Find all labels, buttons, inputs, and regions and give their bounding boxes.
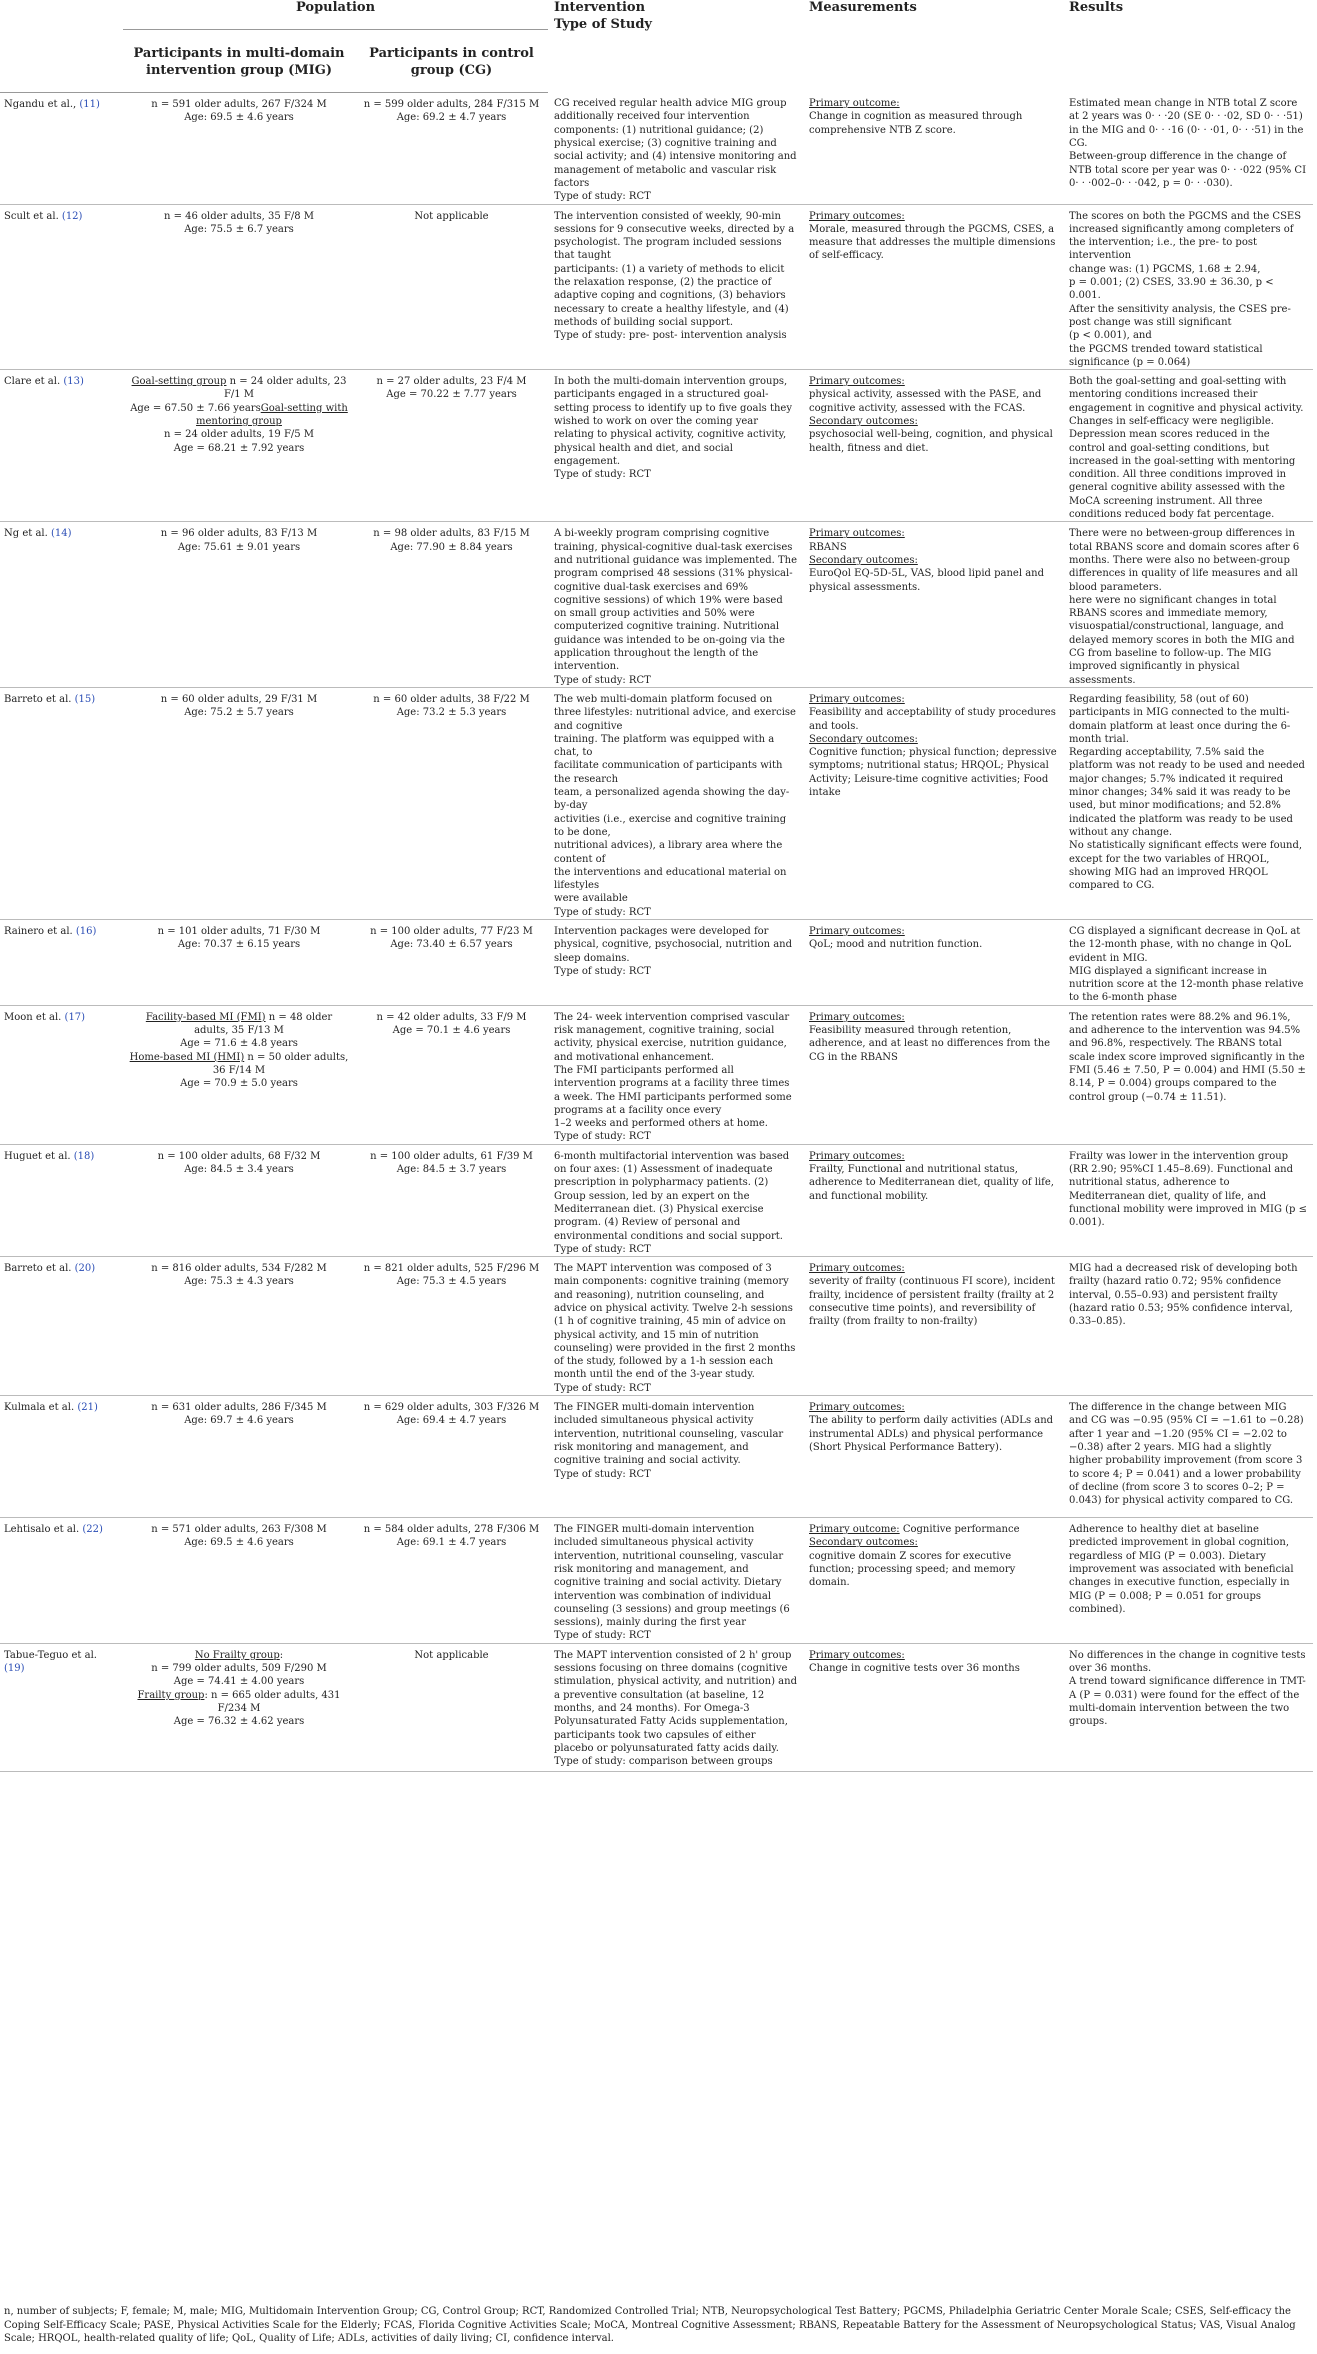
cell-intervention: In both the multi-domain intervention groups, participants engaged in a structured goal-setting process to identify up to five goals they wished to work on over the coming year relating to physical activity, cognitive activity, physical health and diet, and social engagement. Type of study: RCT <box>548 370 803 522</box>
cell-study <box>0 687 123 919</box>
cell-cg-participants: Not applicable <box>355 204 548 370</box>
study-reference-link[interactable]: (11) <box>79 98 100 110</box>
cell-mig-participants: n = 631 older adults, 286 F/345 M Age: 69.7 ± 4.6 years <box>123 1396 355 1518</box>
header-population: Population <box>123 0 548 29</box>
cell-study <box>0 92 123 204</box>
header-empty <box>0 0 123 29</box>
table-row <box>0 1257 1313 1396</box>
cell-cg-participants: n = 821 older adults, 525 F/296 M Age: 75.3 ± 4.5 years <box>355 1257 548 1396</box>
table-row <box>0 1643 1313 1771</box>
cell-measurements: Primary outcomes: physical activity, assessed with the PASE, and cognitive activity, assessed with the FCAS. Secondary outcomes: psychosocial well-being, cognition, and physical health, fitness and diet. <box>803 370 1063 522</box>
cell-mig-participants: n = 60 older adults, 29 F/31 M Age: 75.2 ± 5.7 years <box>123 687 355 919</box>
cell-measurements: Primary outcomes: Morale, measured through the PGCMS, CSES, a measure that addresses the multiple dimensions of self-efficacy. <box>803 204 1063 370</box>
cell-results: Both the goal-setting and goal-setting with mentoring conditions increased their engagement in cognitive and physical activity. Changes in self-efficacy were negligible. Depression mean scores reduced in the control and goal-setting conditions, but increased in the goal-setting with mentoring condition. All three conditions improved in general cognitive ability assessed with the MoCA screening instrument. All three conditions reduced body fat percentage. <box>1063 370 1313 522</box>
study-name: Kulmala et al. <box>4 1402 78 1414</box>
study-reference-link[interactable]: (12) <box>61 210 83 222</box>
cell-study <box>0 1257 123 1396</box>
table-row <box>0 92 1313 204</box>
study-name: Tabue-Teguo et al. <box>4 1649 97 1661</box>
cell-intervention: The MAPT intervention was composed of 3 main components: cognitive training (memory and reasoning), nutrition counseling, and advice on physical activity. Twelve 2-h sessions (1 h of cognitive training, 45 min of advice on physical activity, and 15 min of nutrition counseling) were provided in the first 2 months of the study, followed by a 1-h session each month until the end of the 3-year study. Type of study: RCT <box>548 1257 803 1396</box>
study-reference-link[interactable]: (17) <box>64 1011 86 1023</box>
cell-results: CG displayed a significant decrease in QoL at the 12-month phase, with no change in QoL evident in MIG. MIG displayed a significant increase in nutrition score at the 12-month phase relative to the 6-month phase <box>1063 919 1313 1005</box>
header-empty-2 <box>0 29 123 92</box>
study-name: Clare et al. <box>4 376 64 388</box>
cell-intervention: CG received regular health advice MIG group additionally received four intervention components: (1) nutritional guidance; (2) physical exercise; (3) cognitive training and social activity; and (4) intensive monitoring and management of metabolic and vascular risk factors Type of study: RCT <box>548 92 803 204</box>
study-name: Barreto et al. <box>4 693 75 705</box>
cell-mig-participants: n = 101 older adults, 71 F/30 M Age: 70.37 ± 6.15 years <box>123 919 355 1005</box>
study-name: Lehtisalo et al. <box>4 1524 83 1536</box>
table-row <box>0 204 1313 370</box>
cell-measurements: Primary outcomes: Feasibility and acceptability of study procedures and tools. Secondary outcomes: Cognitive function; physical function; depressive symptoms; nutritional status; HRQOL; Physical Activity; Leisure-time cognitive activities; Food intake <box>803 687 1063 919</box>
study-reference-link[interactable]: (14) <box>50 528 72 540</box>
header-intervention-line2: Type of Study <box>554 16 652 32</box>
cell-intervention: The 24- week intervention comprised vascular risk management, cognitive training, social activity, physical exercise, nutrition guidance, and motivational enhancement. The FMI participants performed all intervention programs at a facility three times a week. The HMI participants performed some programs at a facility once every 1–2 weeks and performed others at home. Type of study: RCT <box>548 1005 803 1144</box>
cell-mig-participants: n = 46 older adults, 35 F/8 M Age: 75.5 ± 6.7 years <box>123 204 355 370</box>
cell-study <box>0 1144 123 1256</box>
study-name: Ngandu et al., <box>4 98 80 110</box>
cell-measurements: Primary outcomes: QoL; mood and nutrition function. <box>803 919 1063 1005</box>
cell-measurements: Primary outcomes: RBANS Secondary outcomes: EuroQol EQ-5D-5L, VAS, blood lipid panel and physical assessments. <box>803 522 1063 688</box>
cell-study <box>0 1005 123 1144</box>
cell-results: The difference in the change between MIG and CG was −0.95 (95% CI = −1.61 to −0.28) after 1 year and −1.20 (95% CI = −2.02 to −0.38) after 2 years. MIG had a slightly higher probability improvement (from score 3 to score 4; P = 0.041) and a lower probability of decline (from score 3 to scores 0–2; P = 0.043) for physical activity compared to CG. <box>1063 1396 1313 1518</box>
cell-study <box>0 522 123 688</box>
header-intervention <box>548 0 803 92</box>
study-name: Barreto et al. <box>4 1263 75 1275</box>
cell-study <box>0 1643 123 1771</box>
cell-mig-participants: n = 571 older adults, 263 F/308 M Age: 69.5 ± 4.6 years <box>123 1518 355 1644</box>
cell-cg-participants: n = 629 older adults, 303 F/326 M Age: 69.4 ± 4.7 years <box>355 1396 548 1518</box>
study-name: Scult et al. <box>4 210 62 222</box>
cell-cg-participants: n = 100 older adults, 61 F/39 M Age: 84.5 ± 3.7 years <box>355 1144 548 1256</box>
cell-mig-participants: n = 591 older adults, 267 F/324 M Age: 69.5 ± 4.6 years <box>123 92 355 204</box>
cell-mig-participants: n = 816 older adults, 534 F/282 M Age: 75.3 ± 4.3 years <box>123 1257 355 1396</box>
cell-study <box>0 1396 123 1518</box>
cell-mig-participants: n = 100 older adults, 68 F/32 M Age: 84.5 ± 3.4 years <box>123 1144 355 1256</box>
header-mig: Participants in multi-domain intervention group (MIG) <box>123 29 355 92</box>
table-footnote: n, number of subjects; F, female; M, male; MIG, Multidomain Intervention Group; CG, Control Group; RCT, Randomized Controlled Trial; NTB, Neuropsychological Test Battery; PGCMS, Philadelphia Geriatric Center Morale Scale; CSES, Self-efficacy the Coping Self-Efficacy Scale; PASE, Physical Activities Scale for the Elderly; FCAS, Florida Cognitive Activities Scale; MoCA, Montreal Cognitive Assessment; RBANS, Repeatable Battery for the Assessment of Neuropsychological Status; VAS, Visual Analog Scale; HRQOL, health-related quality of life; QoL, Quality of Life; ADLs, activities of daily living; CI, confidence interval. <box>4 2306 1296 2344</box>
study-reference-link[interactable]: (15) <box>74 693 96 705</box>
cell-results: Adherence to healthy diet at baseline predicted improvement in global cognition, regardless of MIG (P = 0.003). Dietary improvement was associated with beneficial changes in executive function, especially in MIG (P = 0.008; P = 0.051 for groups combined). <box>1063 1518 1313 1644</box>
cell-measurements: Primary outcome: Cognitive performance Secondary outcomes: cognitive domain Z scores for executive function; processing speed; and memory domain. <box>803 1518 1063 1644</box>
study-reference-link[interactable]: (16) <box>75 925 97 937</box>
cell-cg-participants: n = 100 older adults, 77 F/23 M Age: 73.40 ± 6.57 years <box>355 919 548 1005</box>
cell-results: The scores on both the PGCMS and the CSES increased significantly among completers of the intervention; i.e., the pre- to post intervention change was: (1) PGCMS, 1.68 ± 2.94, p = 0.001; (2) CSES, 33.90 ± 36.30, p < 0.001. After the sensitivity analysis, the CSES pre-post change was still significant (p < 0.001), and the PGCMS trended toward statistical significance (p = 0.064) <box>1063 204 1313 370</box>
cell-measurements: Primary outcome: Change in cognition as measured through comprehensive NTB Z score. <box>803 92 1063 204</box>
cell-intervention: The FINGER multi-domain intervention included simultaneous physical activity intervention, nutritional counseling, vascular risk monitoring and management, and cognitive training and social activity. Dietary intervention was combination of individual counseling (3 sessions) and group meetings (6 sessions), mainly during the first year Type of study: RCT <box>548 1518 803 1644</box>
cell-results: No differences in the change in cognitive tests over 36 months. A trend toward significance difference in TMT-A (P = 0.031) were found for the effect of the multi-domain intervention between the two groups. <box>1063 1643 1313 1771</box>
cell-cg-participants: n = 27 older adults, 23 F/4 M Age = 70.22 ± 7.77 years <box>355 370 548 522</box>
study-reference-link[interactable]: (19) <box>4 1663 25 1675</box>
cell-intervention: The intervention consisted of weekly, 90-min sessions for 9 consecutive weeks, directed by a psychologist. The program included sessions that taught participants: (1) a variety of methods to elicit the relaxation response, (2) the practice of adaptive coping and cognitions, (3) behaviors necessary to create a healthy lifestyle, and (4) methods of building social support. Type of study: pre- post- intervention analysis <box>548 204 803 370</box>
cell-mig-participants: No Frailty group: n = 799 older adults, 509 F/290 M Age = 74.41 ± 4.00 years Frailty group: n = 665 older adults, 431 F/234 M Age = 76.32 ± 4.62 years <box>123 1643 355 1771</box>
table-row <box>0 370 1313 522</box>
header-cg: Participants in control group (CG) <box>355 29 548 92</box>
cell-cg-participants: n = 42 older adults, 33 F/9 M Age = 70.1 ± 4.6 years <box>355 1005 548 1144</box>
cell-intervention: A bi-weekly program comprising cognitive training, physical-cognitive dual-task exercises and nutritional guidance was implemented. The program comprised 48 sessions (31% physical-cognitive dual-task exercises and 69% cognitive sessions) of which 19% were based on small group activities and 50% were computerized cognitive training. Nutritional guidance was intended to be on-going via the application throughout the length of the intervention. Type of study: RCT <box>548 522 803 688</box>
cell-measurements: Primary outcomes: severity of frailty (continuous FI score), incident frailty, incidence of persistent frailty (frailty at 2 consecutive time points), and reversibility of frailty (from frailty to non-frailty) <box>803 1257 1063 1396</box>
study-reference-link[interactable]: (21) <box>77 1402 98 1414</box>
header-intervention-line1: Intervention <box>554 0 646 15</box>
study-reference-link[interactable]: (20) <box>74 1263 96 1275</box>
study-reference-link[interactable]: (18) <box>73 1150 95 1162</box>
cell-study <box>0 204 123 370</box>
table-row <box>0 1518 1313 1644</box>
cell-results: The retention rates were 88.2% and 96.1%, and adherence to the intervention was 94.5% and 96.8%, respectively. The RBANS total scale index score improved significantly in the FMI (5.46 ± 7.50, P = 0.004) and HMI (5.50 ± 8.14, P = 0.004) groups compared to the control group (−0.74 ± 11.51). <box>1063 1005 1313 1144</box>
cell-intervention: The MAPT intervention consisted of 2 h' group sessions focusing on three domains (cognitive stimulation, physical activity, and nutrition) and a preventive consultation (at baseline, 12 months, and 24 months). For Omega-3 Polyunsaturated Fatty Acids supplementation, participants took two capsules of either placebo or polyunsaturated fatty acids daily. Type of study: comparison between groups <box>548 1643 803 1771</box>
cell-measurements: Primary outcomes: The ability to perform daily activities (ADLs and instrumental ADLs) and physical performance (Short Physical Performance Battery). <box>803 1396 1063 1518</box>
cell-results: There were no between-group differences in total RBANS score and domain scores after 6 months. There were also no between-group differences in quality of life measures and all blood parameters. here were no significant changes in total RBANS scores and immediate memory, visuospatial/constructional, language, and delayed memory scores in both the MIG and CG from baseline to follow-up. The MIG improved significantly in physical assessments. <box>1063 522 1313 688</box>
table-row <box>0 919 1313 1005</box>
table-row <box>0 522 1313 688</box>
cell-intervention: The web multi-domain platform focused on three lifestyles: nutritional advice, and exercise and cognitive training. The platform was equipped with a chat, to facilitate communication of participants with the research team, a personalized agenda showing the day-by-day activities (i.e., exercise and cognitive training to be done, nutritional advices), a library area where the content of the interventions and educational material on lifestyles were available Type of study: RCT <box>548 687 803 919</box>
cell-results: MIG had a decreased risk of developing both frailty (hazard ratio 0.72; 95% confidence interval, 0.55–0.93) and persistent frailty (hazard ratio 0.53; 95% confidence interval, 0.33–0.85). <box>1063 1257 1313 1396</box>
cell-study <box>0 1518 123 1644</box>
table-row <box>0 1396 1313 1518</box>
cell-study <box>0 370 123 522</box>
cell-measurements: Primary outcomes: Change in cognitive tests over 36 months <box>803 1643 1063 1771</box>
study-name: Moon et al. <box>4 1011 65 1023</box>
study-name: Ng et al. <box>4 528 51 540</box>
study-reference-link[interactable]: (22) <box>82 1524 103 1536</box>
study-name: Huguet et al. <box>4 1150 74 1162</box>
table-row <box>0 687 1313 919</box>
cell-cg-participants: Not applicable <box>355 1643 548 1771</box>
cell-cg-participants: n = 60 older adults, 38 F/22 M Age: 73.2 ± 5.3 years <box>355 687 548 919</box>
table-row <box>0 1005 1313 1144</box>
cell-intervention: Intervention packages were developed for physical, cognitive, psychosocial, nutrition and sleep domains. Type of study: RCT <box>548 919 803 1005</box>
table-row <box>0 1144 1313 1256</box>
cell-mig-participants: Facility-based MI (FMI) n = 48 older adults, 35 F/13 M Age = 71.6 ± 4.8 years Home-based MI (HMI) n = 50 older adults, 36 F/14 M Age = 70.9 ± 5.0 years <box>123 1005 355 1144</box>
cell-mig-participants: Goal-setting group n = 24 older adults, 23 F/1 M Age = 67.50 ± 7.66 yearsGoal-setting with mentoring group n = 24 older adults, 19 F/5 M Age = 68.21 ± 7.92 years <box>123 370 355 522</box>
header-measurements: Measurements <box>809 0 917 15</box>
cell-results: Regarding feasibility, 58 (out of 60) participants in MIG connected to the multi-domain platform at least once during the 6-month trial. Regarding acceptability, 7.5% said the platform was not ready to be used and needed major changes; 5.7% indicated it required minor changes; 34% said it was ready to be used, but minor modifications; and 52.8% indicated the platform was ready to be used without any change. No statistically significant effects were found, except for the two variables of HRQOL, showing MIG had an improved HRQOL compared to CG. <box>1063 687 1313 919</box>
cell-results: Frailty was lower in the intervention group (RR 2.90; 95%CI 1.45–8.69). Functional and nutritional status, adherence to Mediterranean diet, quality of life, and functional mobility were improved in MIG (p ≤ 0.001). <box>1063 1144 1313 1256</box>
cell-study <box>0 919 123 1005</box>
cell-measurements: Primary outcomes: Feasibility measured through retention, adherence, and at least no differences from the CG in the RBANS <box>803 1005 1063 1144</box>
cell-cg-participants: n = 98 older adults, 83 F/15 M Age: 77.90 ± 8.84 years <box>355 522 548 688</box>
cell-mig-participants: n = 96 older adults, 83 F/13 M Age: 75.61 ± 9.01 years <box>123 522 355 688</box>
table-body <box>0 92 1313 1771</box>
cell-intervention: The FINGER multi-domain intervention included simultaneous physical activity intervention, nutritional counseling, vascular risk monitoring and management, and cognitive training and social activity. Type of study: RCT <box>548 1396 803 1518</box>
study-reference-link[interactable]: (13) <box>63 376 84 388</box>
cell-results: Estimated mean change in NTB total Z score at 2 years was 0· · ·20 (SE 0· · ·02, SD 0· · ·51) in the MIG and 0· · ·16 (0· · ·01, 0· · ·51) in the CG. Between-group difference in the change of NTB total score per year was 0· · ·022 (95% CI 0· · ·002–0· · ·042, p = 0· · ·030). <box>1063 92 1313 204</box>
cell-measurements: Primary outcomes: Frailty, Functional and nutritional status, adherence to Mediterranean diet, quality of life, and functional mobility. <box>803 1144 1063 1256</box>
cell-intervention: 6-month multifactorial intervention was based on four axes: (1) Assessment of inadequate prescription in polypharmacy patients. (2) Group session, led by an expert on the Mediterranean diet. (3) Physical exercise program. (4) Review of personal and environmental conditions and social support. Type of study: RCT <box>548 1144 803 1256</box>
header-results: Results <box>1069 0 1124 15</box>
study-name: Rainero et al. <box>4 925 76 937</box>
cell-cg-participants: n = 584 older adults, 278 F/306 M Age: 69.1 ± 4.7 years <box>355 1518 548 1644</box>
cell-cg-participants: n = 599 older adults, 284 F/315 M Age: 69.2 ± 4.7 years <box>355 92 548 204</box>
